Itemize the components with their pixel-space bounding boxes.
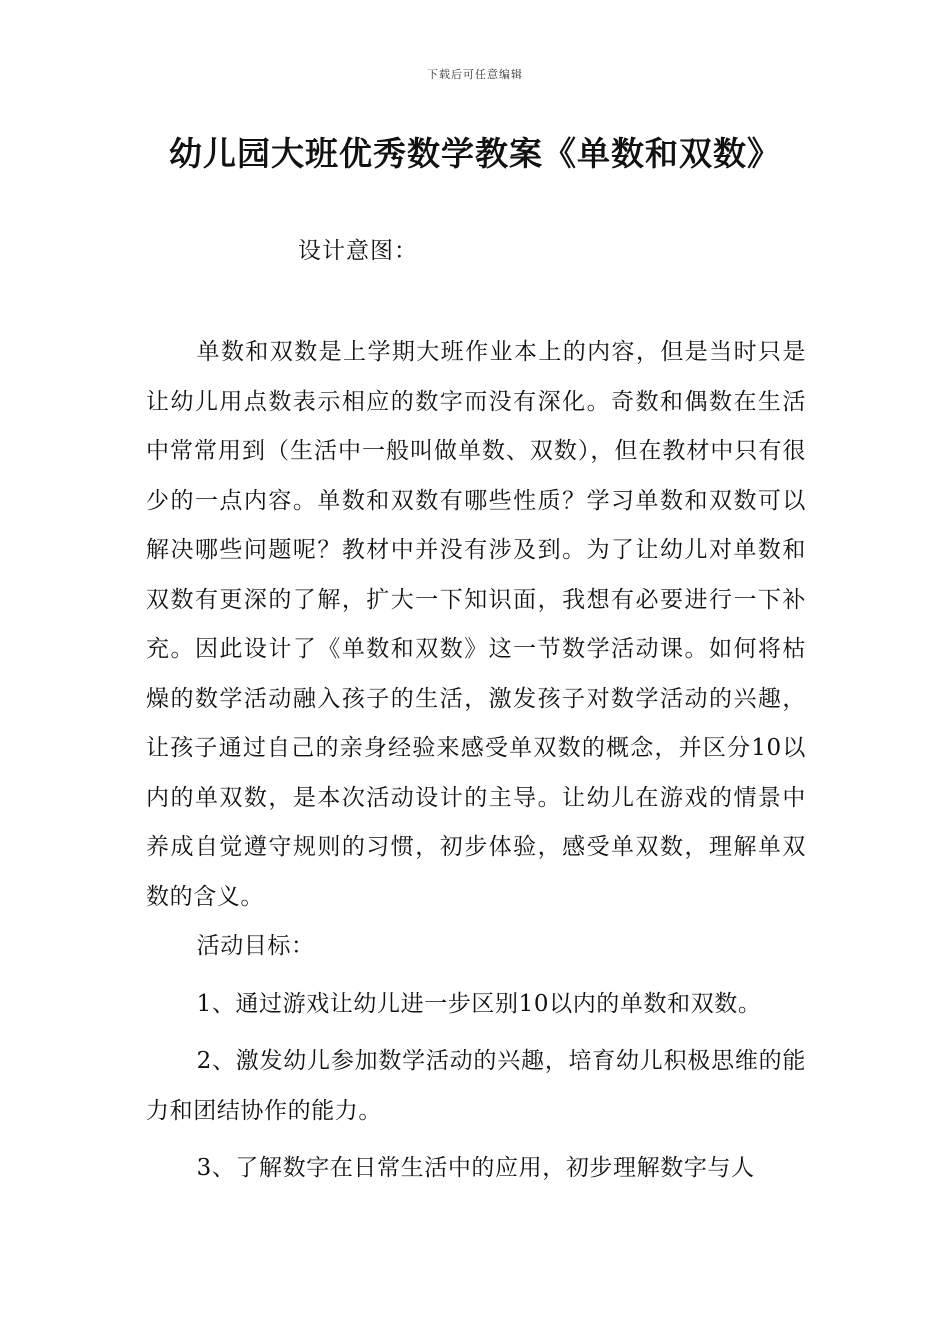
design-intent-heading: 设计意图： bbox=[298, 238, 418, 264]
intro-paragraph: 单数和双数是上学期大班作业本上的内容，但是当时只是让幼儿用点数表示相应的数字而没有深化。奇数和偶数在生活中常常用到（生活中一般叫做单数、双数），但在教材中只有很少的一点内容。单数和双数有哪些性质？学习单数和双数可以解决哪些问题呢？教材中并没有涉及到。为了让幼儿对单数和双数有更深的了解，扩大一下知识面，我想有必要进行一下补充。因此设计了《单数和双数》这一节数学活动课。如何将枯燥的数学活动融入孩子的生活，激发孩子对数学活动的兴趣，让孩子通过自己的亲身经验来感受单双数的概念，并区分10以内的单双数，是本次活动设计的主导。让幼儿在游戏的情景中养成自觉遵守规则的习惯，初步体验，感受单双数，理解单双数的含义。 bbox=[146, 339, 806, 910]
goal-item-1: 1、通过游戏让幼儿进一步区别10以内的单数和双数。 bbox=[196, 990, 762, 1017]
goal-item-2: 2、激发幼儿参加数学活动的兴趣，培育幼儿积极思维的能力和团结协作的能力。 bbox=[146, 1048, 806, 1124]
document-title: 幼儿园大班优秀数学教案《单数和双数》 bbox=[169, 134, 781, 173]
goal-item-3: 3、了解数字在日常生活中的应用，初步理解数字与人 bbox=[196, 1155, 755, 1181]
goals-heading: 活动目标： bbox=[196, 933, 315, 959]
header-note: 下载后可任意编辑 bbox=[427, 68, 523, 81]
document-body bbox=[146, 328, 806, 1194]
